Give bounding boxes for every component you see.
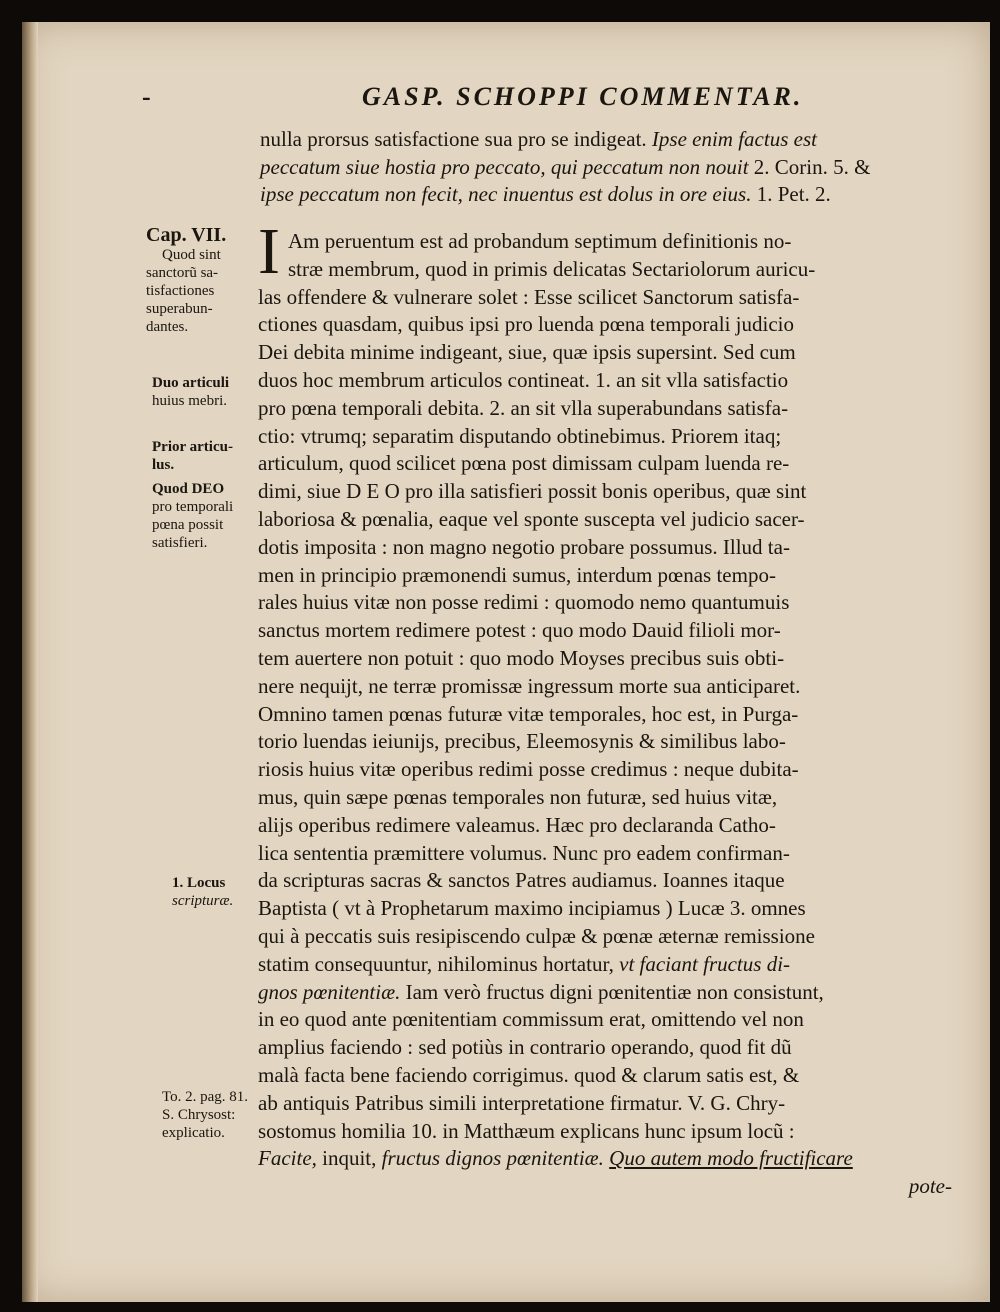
body-line: in eo quod ante pœnitentiam commissum erat, omittendo vel non xyxy=(258,1007,804,1032)
body-line: dotis imposita : non magno negotio probare possumus. Illud ta- xyxy=(258,534,790,559)
body-line: las offendere & vulnerare solet : Esse scilicet Sanctorum satisfa- xyxy=(258,284,800,309)
margin-line: huius mebri. xyxy=(152,393,227,409)
body-line: ctio: vtrumq; separatim disputando obtinebimus. Priorem itaq; xyxy=(258,423,782,448)
body-line: Omnino tamen pœnas futuræ vitæ temporales, hoc est, in Purga- xyxy=(258,701,799,726)
body-line-italic: Quo autem modo fructificare xyxy=(609,1146,853,1171)
margin-line: To. 2. pag. 81. xyxy=(162,1089,249,1105)
margin-note-prior xyxy=(152,438,262,474)
body-line-mixed xyxy=(258,979,952,1007)
body-line: da scripturas sacras & sanctos Patres audiamus. Ioannes itaque xyxy=(258,868,785,893)
prelude-line-1 xyxy=(260,126,950,154)
body-line-italic: Facite, xyxy=(258,1146,317,1171)
drop-cap: I xyxy=(258,215,280,288)
book-page xyxy=(22,22,990,1302)
header-title: GASP. SCHOPPI COMMENTAR. xyxy=(362,82,804,111)
margin-cap-title: Cap. VII. xyxy=(146,224,227,246)
prelude-line-3-italic: ipse peccatum non fecit, nec inuentus est dolus in ore eius. xyxy=(260,182,752,206)
margin-line: dantes. xyxy=(146,319,189,335)
body-line: riosis huius vitæ operibus redimi posse credimus : neque dubita- xyxy=(258,757,799,782)
margin-line: pœna possit xyxy=(152,517,224,533)
body-line: men in principio præmonendi sumus, interdum pœnas tempo- xyxy=(258,562,776,587)
body-line: lica sententia præmittere volumus. Nunc pro eadem confirman- xyxy=(258,840,790,865)
chapter-body xyxy=(258,228,952,1201)
prelude-line-2-italic: peccatum siue hostia pro peccato, qui peccatum non nouit xyxy=(260,154,749,179)
body-line-italic: vt faciant fructus di- xyxy=(619,951,791,976)
body-line: mus, quin sæpe pœnas temporales non futuræ, sed huius vitæ, xyxy=(258,784,778,809)
body-line: qui à peccatis suis resipiscendo culpæ & pœnæ æternæ remissione xyxy=(258,923,815,948)
margin-line: Quod DEO xyxy=(152,481,225,497)
margin-line: sanctorũ sa- xyxy=(146,265,219,281)
margin-line: explicatio. xyxy=(162,1125,225,1141)
body-line-mixed xyxy=(258,951,952,979)
prelude-line-1-roman: nulla prorsus satisfactione sua pro se indigeat. xyxy=(260,127,647,151)
running-header xyxy=(142,82,804,112)
body-line-mixed xyxy=(258,1145,952,1173)
body-line: torio luendas ieiunijs, precibus, Eleemosynis & similibus labo- xyxy=(258,729,786,754)
prelude-line-2 xyxy=(260,154,950,182)
body-line: amplius faciendo : sed potiùs in contrario operando, quod fit dũ xyxy=(258,1035,792,1060)
prelude-line-3-tail: 1. Pet. 2. xyxy=(756,182,831,206)
margin-note-quod-deo xyxy=(152,480,262,552)
body-line: Dei debita minime indigeant, siue, quæ ipsis supersint. Sed cum xyxy=(258,340,796,365)
margin-line: 1. Locus xyxy=(172,875,226,891)
body-line-italic: gnos pœnitentiæ. xyxy=(258,979,401,1004)
margin-note-chapter xyxy=(146,224,256,336)
body-line: dimi, siue D E O pro illa satisfieri possit bonis operibus, quæ sint xyxy=(258,479,807,504)
body-line-roman: Iam verò fructus digni pœnitentiæ non consistunt, xyxy=(405,979,824,1004)
margin-line: scripturæ. xyxy=(172,893,234,909)
body-line: alijs operibus redimere valeamus. Hæc pro declaranda Catho- xyxy=(258,812,776,837)
body-line: sostomus homilia 10. in Matthæum explicans hunc ipsum locũ : xyxy=(258,1118,795,1143)
body-line: stræ membrum, quod in primis delicatas Sectariolorum auricu- xyxy=(288,256,816,281)
body-line: duos hoc membrum articulos contineat. 1. an sit vlla satisfactio xyxy=(258,367,789,392)
margin-line: pro temporali xyxy=(152,499,234,515)
margin-note-chrysostom xyxy=(162,1088,272,1142)
margin-line: superabun- xyxy=(146,301,213,317)
margin-note-locus xyxy=(172,874,282,910)
prelude-text xyxy=(260,126,950,209)
body-line: pro pœna temporali debita. 2. an sit vlla superabundans satisfa- xyxy=(258,395,789,420)
body-line: nere nequijt, ne terræ promissæ ingressum morte sua anticiparet. xyxy=(258,673,801,698)
body-line: Am peruentum est ad probandum septimum definitionis no- xyxy=(288,229,792,253)
margin-line: Duo articuli xyxy=(152,375,230,391)
margin-line: Prior articu- xyxy=(152,439,233,455)
margin-line: Quod sint xyxy=(162,247,221,263)
body-line: laboriosa & pœnalia, eaque vel sponte suscepta vel judicio sacer- xyxy=(258,506,805,531)
page-spine-shadow xyxy=(22,22,38,1302)
prelude-line-2-tail: 2. Corin. 5. & xyxy=(753,154,871,179)
margin-line: tisfactiones xyxy=(146,283,215,299)
header-dash: - xyxy=(142,82,154,111)
margin-line: lus. xyxy=(152,457,175,473)
body-line-italic: fructus dignos pœnitentiæ. xyxy=(381,1146,604,1171)
margin-line: S. Chrysost: xyxy=(162,1107,236,1123)
prelude-line-1-italic: Ipse enim factus est xyxy=(651,127,817,151)
body-line-roman: inquit, xyxy=(322,1146,377,1171)
body-line: rales huius vitæ non posse redimi : quomodo nemo quantumuis xyxy=(258,590,790,615)
body-line: malà facta bene faciendo corrigimus. quod & clarum satis est, & xyxy=(258,1062,800,1087)
body-line: sanctus mortem redimere potest : quo modo Dauid filioli mor- xyxy=(258,618,781,643)
margin-line: satisfieri. xyxy=(152,535,208,551)
margin-note-articuli xyxy=(152,374,262,410)
body-line: ctiones quasdam, quibus ipsi pro luenda pœna temporali judicio xyxy=(258,312,794,337)
catchword: pote- xyxy=(908,1174,952,1199)
body-line: Baptista ( vt à Prophetarum maximo incipiamus ) Lucæ 3. omnes xyxy=(258,896,806,921)
body-line: articulum, quod scilicet pœna post dimissam culpam luenda re- xyxy=(258,451,790,476)
prelude-line-3 xyxy=(260,181,950,209)
body-line-roman: statim consequuntur, nihilominus hortatur, xyxy=(258,951,614,976)
body-line: tem auertere non potuit : quo modo Moyses precibus suis obti- xyxy=(258,645,785,670)
body-line: ab antiquis Patribus simili interpretatione firmatur. V. G. Chry- xyxy=(258,1090,786,1115)
